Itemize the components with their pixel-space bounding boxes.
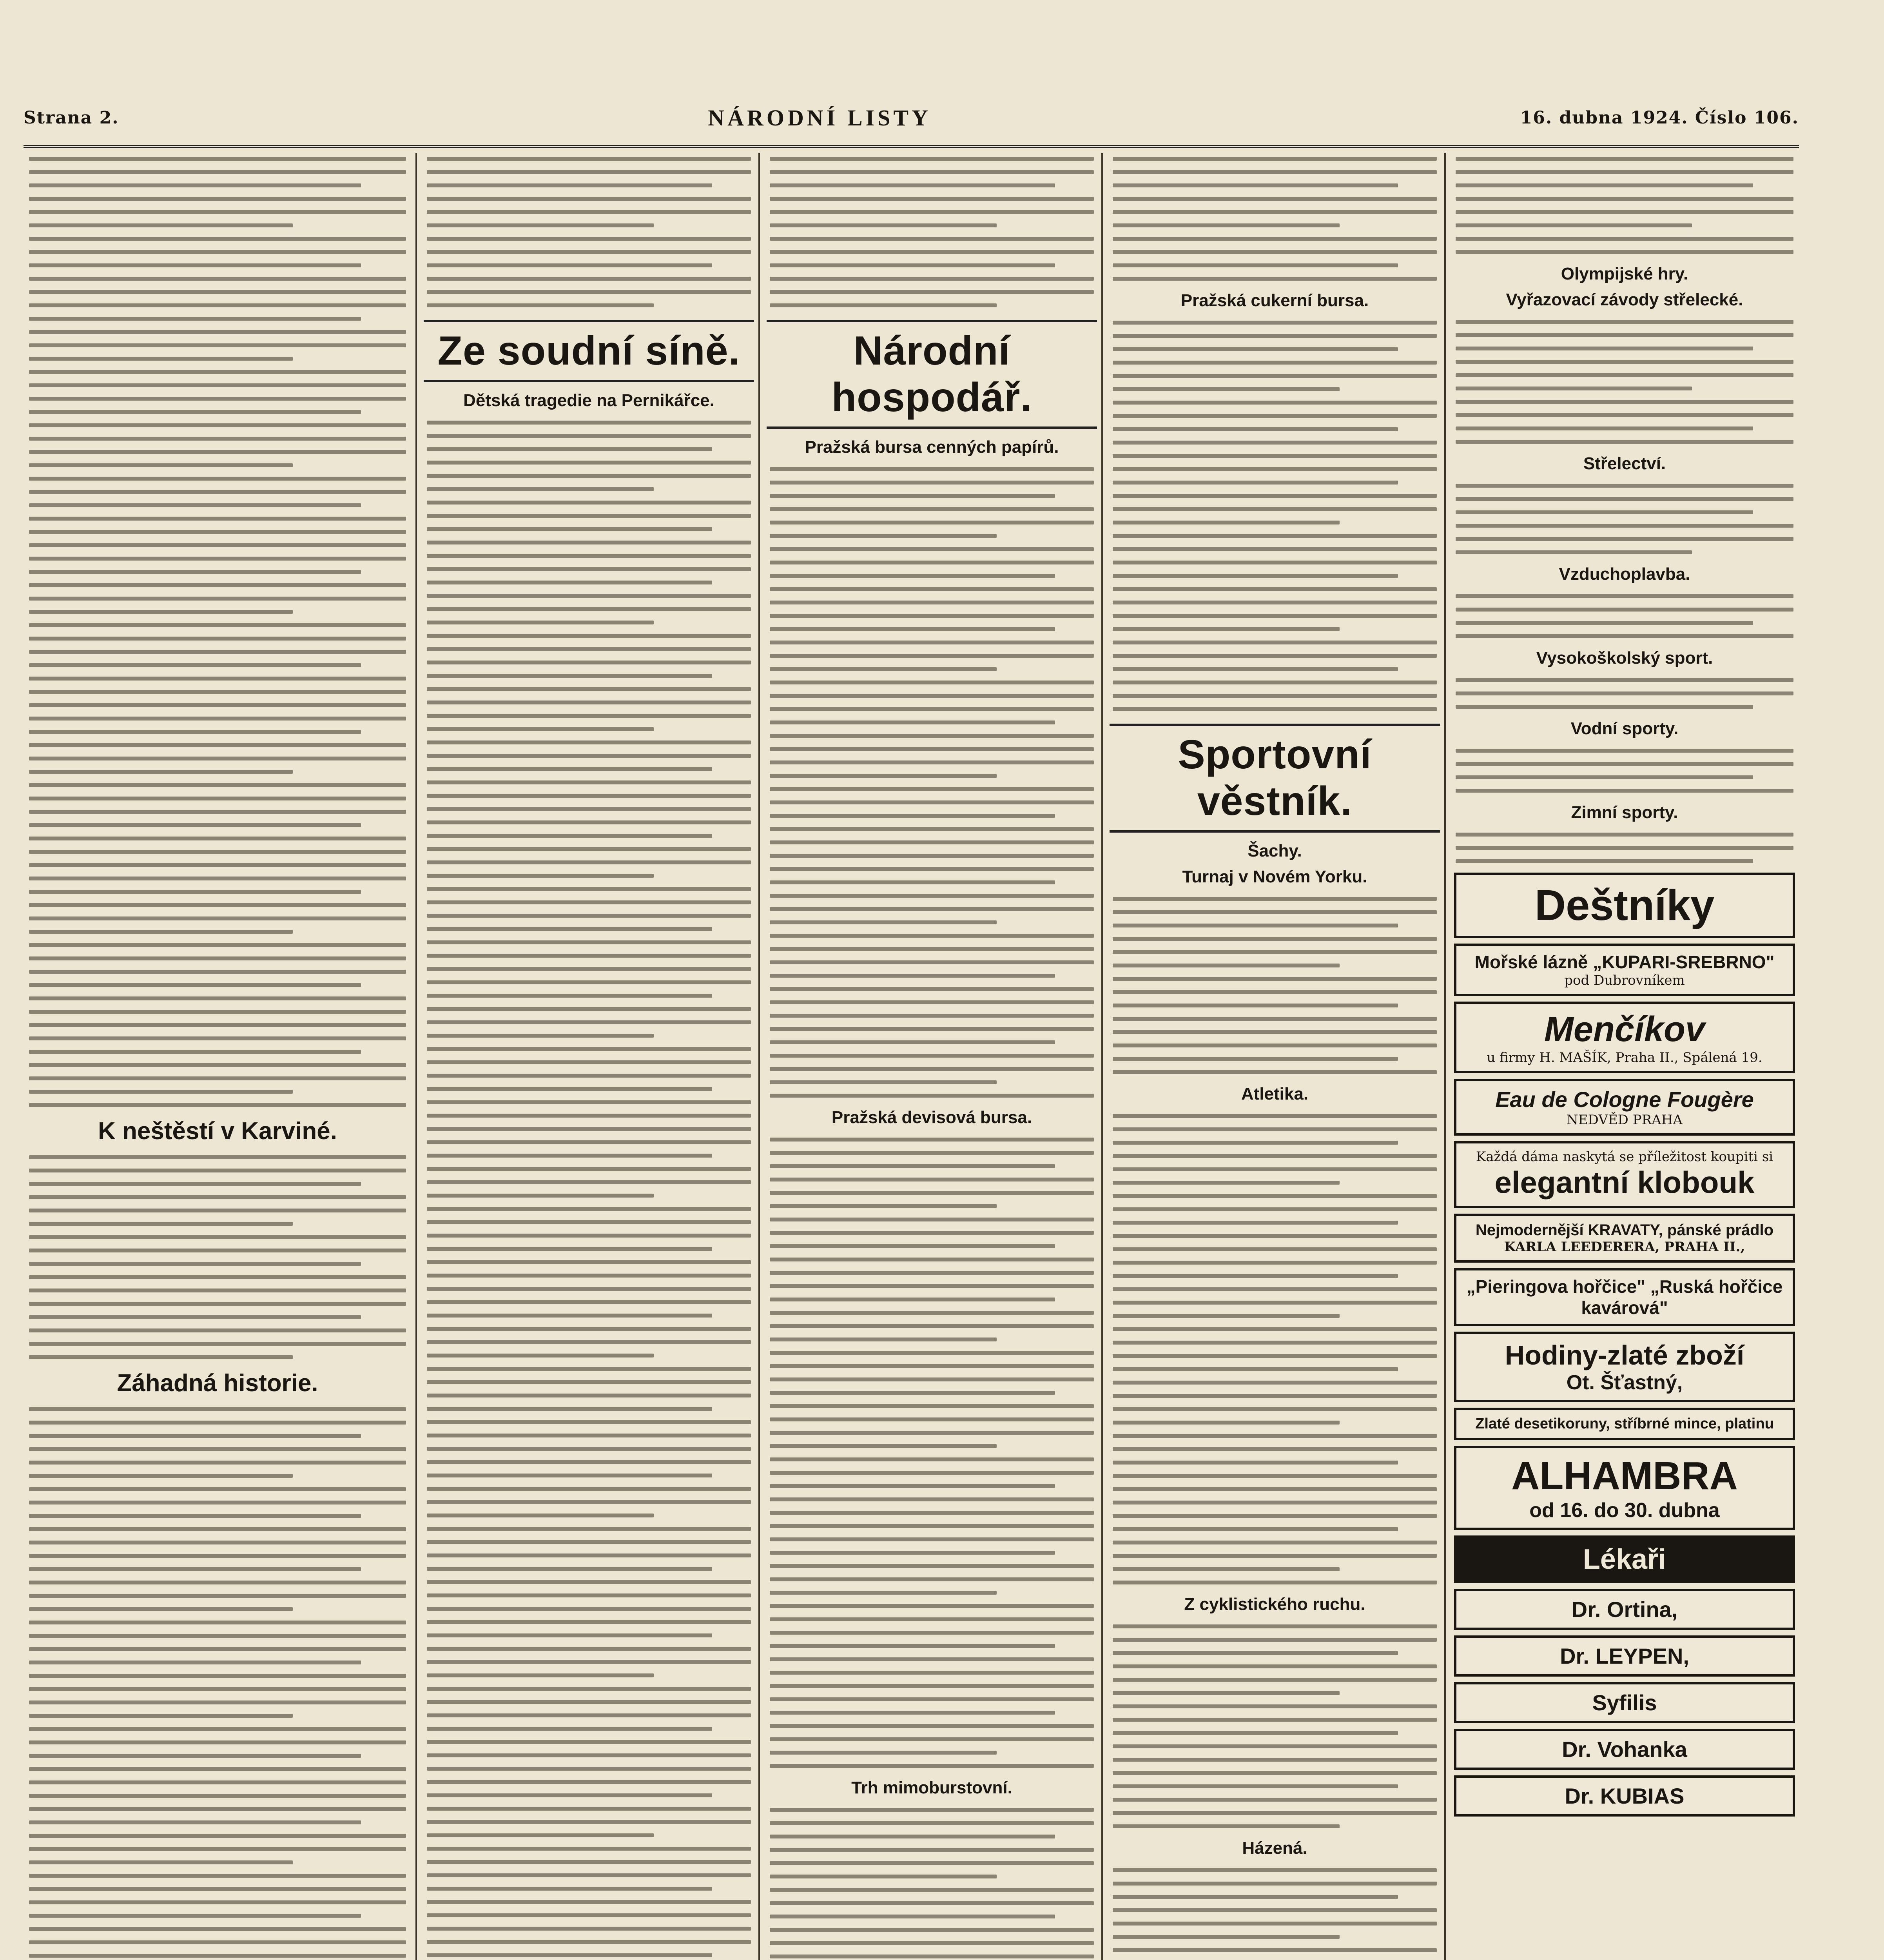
column-rule — [415, 153, 417, 1960]
article-text — [24, 1151, 412, 1363]
ad-title: elegantní klobouk — [1494, 1165, 1755, 1200]
ad-title: Deštníky — [1534, 881, 1715, 929]
article-heading: Střelectví. — [1583, 454, 1666, 473]
article-heading: Pražská devisová bursa. — [831, 1108, 1032, 1127]
column-5 — [1450, 153, 1799, 1960]
article-heading: Vysokoškolský sport. — [1536, 648, 1713, 668]
ad-doctor — [1454, 1682, 1795, 1723]
article-heading: Vzduchoplavba. — [1559, 564, 1690, 584]
article-text — [764, 1134, 1099, 1772]
ad-ties — [1454, 1214, 1795, 1263]
ad-mustard — [1454, 1268, 1795, 1326]
article-text — [1107, 317, 1442, 715]
ad-title: Menčíkov — [1544, 1010, 1705, 1049]
ad-doctor — [1454, 1589, 1795, 1630]
article-text — [1107, 1864, 1442, 1960]
article-heading: Záhadná historie. — [117, 1370, 318, 1397]
ad-umbrellas — [1454, 873, 1795, 938]
ad-title: Lékaři — [1583, 1544, 1666, 1575]
doctor-name: Dr. KUBIAS — [1565, 1784, 1685, 1808]
article-heading: Trh mimoburstovní. — [851, 1778, 1012, 1797]
issue-date: 16. dubna 1924. Číslo 106. — [1520, 107, 1799, 128]
section-title: Národní hospodář. — [767, 320, 1097, 429]
article-heading: Atletika. — [1241, 1084, 1309, 1103]
article-heading: Olympijské hry. — [1561, 264, 1688, 283]
ad-subtitle: pod Dubrovníkem — [1564, 973, 1685, 988]
ad-doctors-header — [1454, 1535, 1795, 1583]
ad-intro: Každá dáma naskytá se příležitost koupiti si — [1476, 1149, 1773, 1165]
column-rule — [758, 153, 760, 1960]
doctor-name: Dr. Ortina, — [1571, 1597, 1678, 1622]
doctor-name: Syfilis — [1592, 1690, 1657, 1715]
column-4 — [1107, 153, 1442, 1960]
article-text — [1450, 590, 1799, 642]
article-text — [1107, 1621, 1442, 1832]
ad-title: ALHAMBRA — [1511, 1454, 1738, 1498]
article-text — [1450, 674, 1799, 713]
ad-title: Hodiny-zlaté zboží — [1505, 1340, 1744, 1370]
ad-subtitle: NEDVĚD PRAHA — [1567, 1112, 1683, 1128]
article-text — [1450, 316, 1799, 448]
article-heading: K neštěstí v Karviné. — [98, 1118, 337, 1145]
article-heading: Zimní sporty. — [1571, 803, 1678, 822]
ad-eau-de-cologne — [1454, 1079, 1795, 1136]
article-text — [764, 463, 1099, 1102]
doctor-name: Dr. LEYPEN, — [1560, 1644, 1689, 1668]
article-heading: Pražská bursa cenných papírů. — [805, 437, 1059, 457]
article-heading: Házená. — [1242, 1838, 1307, 1858]
ad-subtitle: od 16. do 30. dubna — [1529, 1499, 1720, 1522]
article-heading: Z cyklistického ruchu. — [1184, 1595, 1365, 1614]
article-heading: Vodní sporty. — [1570, 719, 1679, 738]
ad-title: Zlaté desetikoruny, stříbrné mince, platinu — [1475, 1416, 1774, 1432]
article-text — [764, 1804, 1099, 1960]
doctor-name: Dr. Vohanka — [1562, 1737, 1687, 1762]
article-text — [1107, 1110, 1442, 1588]
article-text — [1107, 153, 1442, 285]
ad-alhambra — [1454, 1446, 1795, 1530]
article-text — [764, 153, 1099, 311]
ad-watches — [1454, 1332, 1795, 1402]
masthead: NÁRODNÍ LISTY — [708, 105, 931, 131]
ad-title: Nejmodernější KRAVATY, pánské prádlo — [1475, 1221, 1774, 1239]
article-heading: Šachy. — [1248, 841, 1302, 860]
column-rule — [1444, 153, 1446, 1960]
ad-title: Mořské lázně „KUPARI-SREBRNO" — [1474, 952, 1775, 972]
ad-subtitle: Ot. Šťastný, — [1566, 1371, 1683, 1394]
page-header — [24, 90, 1799, 148]
ad-hats — [1454, 1141, 1795, 1208]
article-text — [24, 153, 412, 1111]
column-1 — [24, 153, 412, 1960]
article-heading: Vyřazovací závody střelecké. — [1506, 290, 1743, 309]
article-heading: Turnaj v Novém Yorku. — [1182, 867, 1367, 886]
article-text — [1450, 829, 1799, 867]
ad-title: Eau de Cologne Fougère — [1495, 1087, 1754, 1112]
ad-subtitle: KARLA LEEDERERA, PRAHA II., — [1504, 1239, 1745, 1255]
ad-title: „Pieringova hořčice" „Ruská hořčice kavárová" — [1466, 1276, 1783, 1318]
article-text — [1450, 745, 1799, 797]
ad-kupari — [1454, 944, 1795, 996]
article-text — [24, 1403, 412, 1960]
section-title: Sportovní věstník. — [1110, 724, 1440, 833]
article-heading: Pražská cukerní bursa. — [1180, 291, 1369, 310]
column-2 — [421, 153, 756, 1960]
article-text — [1450, 480, 1799, 558]
ad-gold — [1454, 1408, 1795, 1440]
ad-doctor — [1454, 1635, 1795, 1677]
ad-doctor — [1454, 1729, 1795, 1770]
column-3 — [764, 153, 1099, 1960]
column-rule — [1101, 153, 1103, 1960]
article-text — [1107, 893, 1442, 1078]
article-text — [421, 417, 756, 1960]
ad-subtitle: u firmy H. MAŠÍK, Praha II., Spálená 19. — [1487, 1050, 1763, 1065]
ad-doctor — [1454, 1775, 1795, 1817]
article-text — [421, 153, 756, 311]
page-number: Strana 2. — [24, 107, 119, 128]
ad-mencik — [1454, 1002, 1795, 1073]
article-text — [1450, 153, 1799, 258]
section-title: Ze soudní síně. — [424, 320, 754, 382]
article-heading: Dětská tragedie na Pernikářce. — [463, 391, 714, 410]
